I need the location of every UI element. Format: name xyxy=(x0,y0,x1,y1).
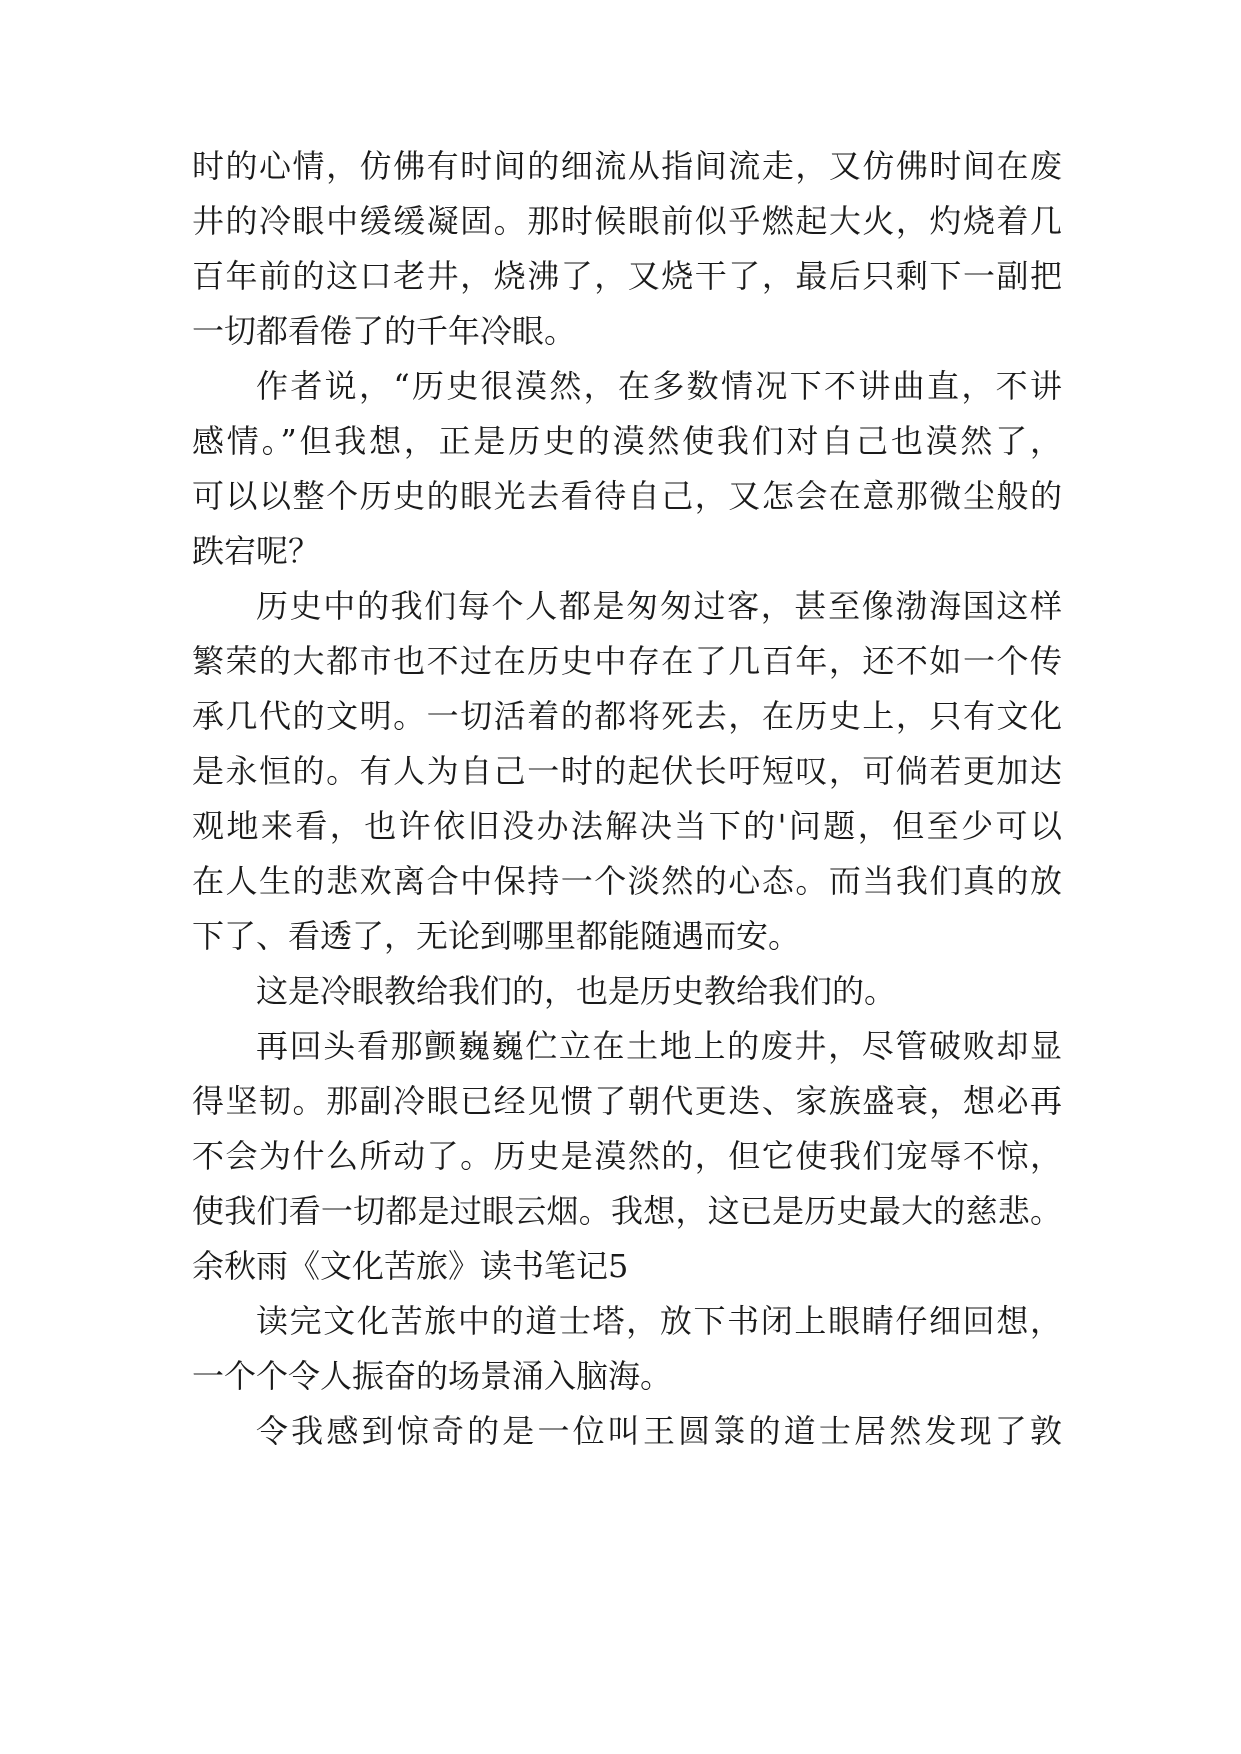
text-line: 这是冷眼教给我们的，也是历史教给我们的。 xyxy=(256,972,897,1010)
text-line: 时的心情，仿佛有时间的细流从指间流走，又仿佛时间在废 xyxy=(192,147,1062,185)
text-line: 读完文化苦旅中的道士塔，放下书闭上眼睛仔细回想， xyxy=(256,1302,1062,1340)
text-line: 令我感到惊奇的是一位叫王圆箓的道士居然发现了敦 xyxy=(256,1412,1062,1450)
text-line: 不会为什么所动了。历史是漠然的，但它使我们宠辱不惊， xyxy=(192,1137,1062,1175)
text-line: 下了、看透了，无论到哪里都能随遇而安。 xyxy=(192,917,801,955)
text-line: 作者说，“历史很漠然，在多数情况下不讲曲直，不讲 xyxy=(256,367,1062,405)
text-line: 百年前的这口老井，烧沸了，又烧干了，最后只剩下一副把 xyxy=(192,257,1062,295)
text-line: 井的冷眼中缓缓凝固。那时候眼前似乎燃起大火，灼烧着几 xyxy=(192,202,1062,240)
text-line: 在人生的悲欢离合中保持一个淡然的心态。而当我们真的放 xyxy=(192,862,1062,900)
text-line: 是永恒的。有人为自己一时的起伏长吁短叹，可倘若更加达 xyxy=(192,752,1062,790)
text-line: 跌宕呢？ xyxy=(192,532,321,570)
section-heading-text: 余秋雨《文化苦旅》读书笔记5 xyxy=(192,1247,629,1285)
text-line: 一个个令人振奋的场景涌入脑海。 xyxy=(192,1357,673,1395)
text-line: 可以以整个历史的眼光去看待自己，又怎会在意那微尘般的 xyxy=(192,477,1062,515)
text-line: 再回头看那颤巍巍伫立在土地上的废井，尽管破败却显 xyxy=(256,1027,1062,1065)
text-line: 观地来看，也许依旧没办法解决当下的'问题，但至少可以 xyxy=(192,807,1062,845)
text-line: 承几代的文明。一切活着的都将死去，在历史上，只有文化 xyxy=(192,697,1062,735)
text-line: 得坚韧。那副冷眼已经见惯了朝代更迭、家族盛衰，想必再 xyxy=(192,1082,1062,1120)
text-line: 历史中的我们每个人都是匆匆过客，甚至像渤海国这样 xyxy=(256,587,1062,625)
text-line: 一切都看倦了的千年冷眼。 xyxy=(192,312,577,350)
text-line: 感情。”但我想，正是历史的漠然使我们对自己也漠然了， xyxy=(192,422,1062,460)
text-line: 繁荣的大都市也不过在历史中存在了几百年，还不如一个传 xyxy=(192,642,1062,680)
text-line: 使我们看一切都是过眼云烟。我想，这已是历史最大的慈悲。 xyxy=(192,1192,1062,1230)
